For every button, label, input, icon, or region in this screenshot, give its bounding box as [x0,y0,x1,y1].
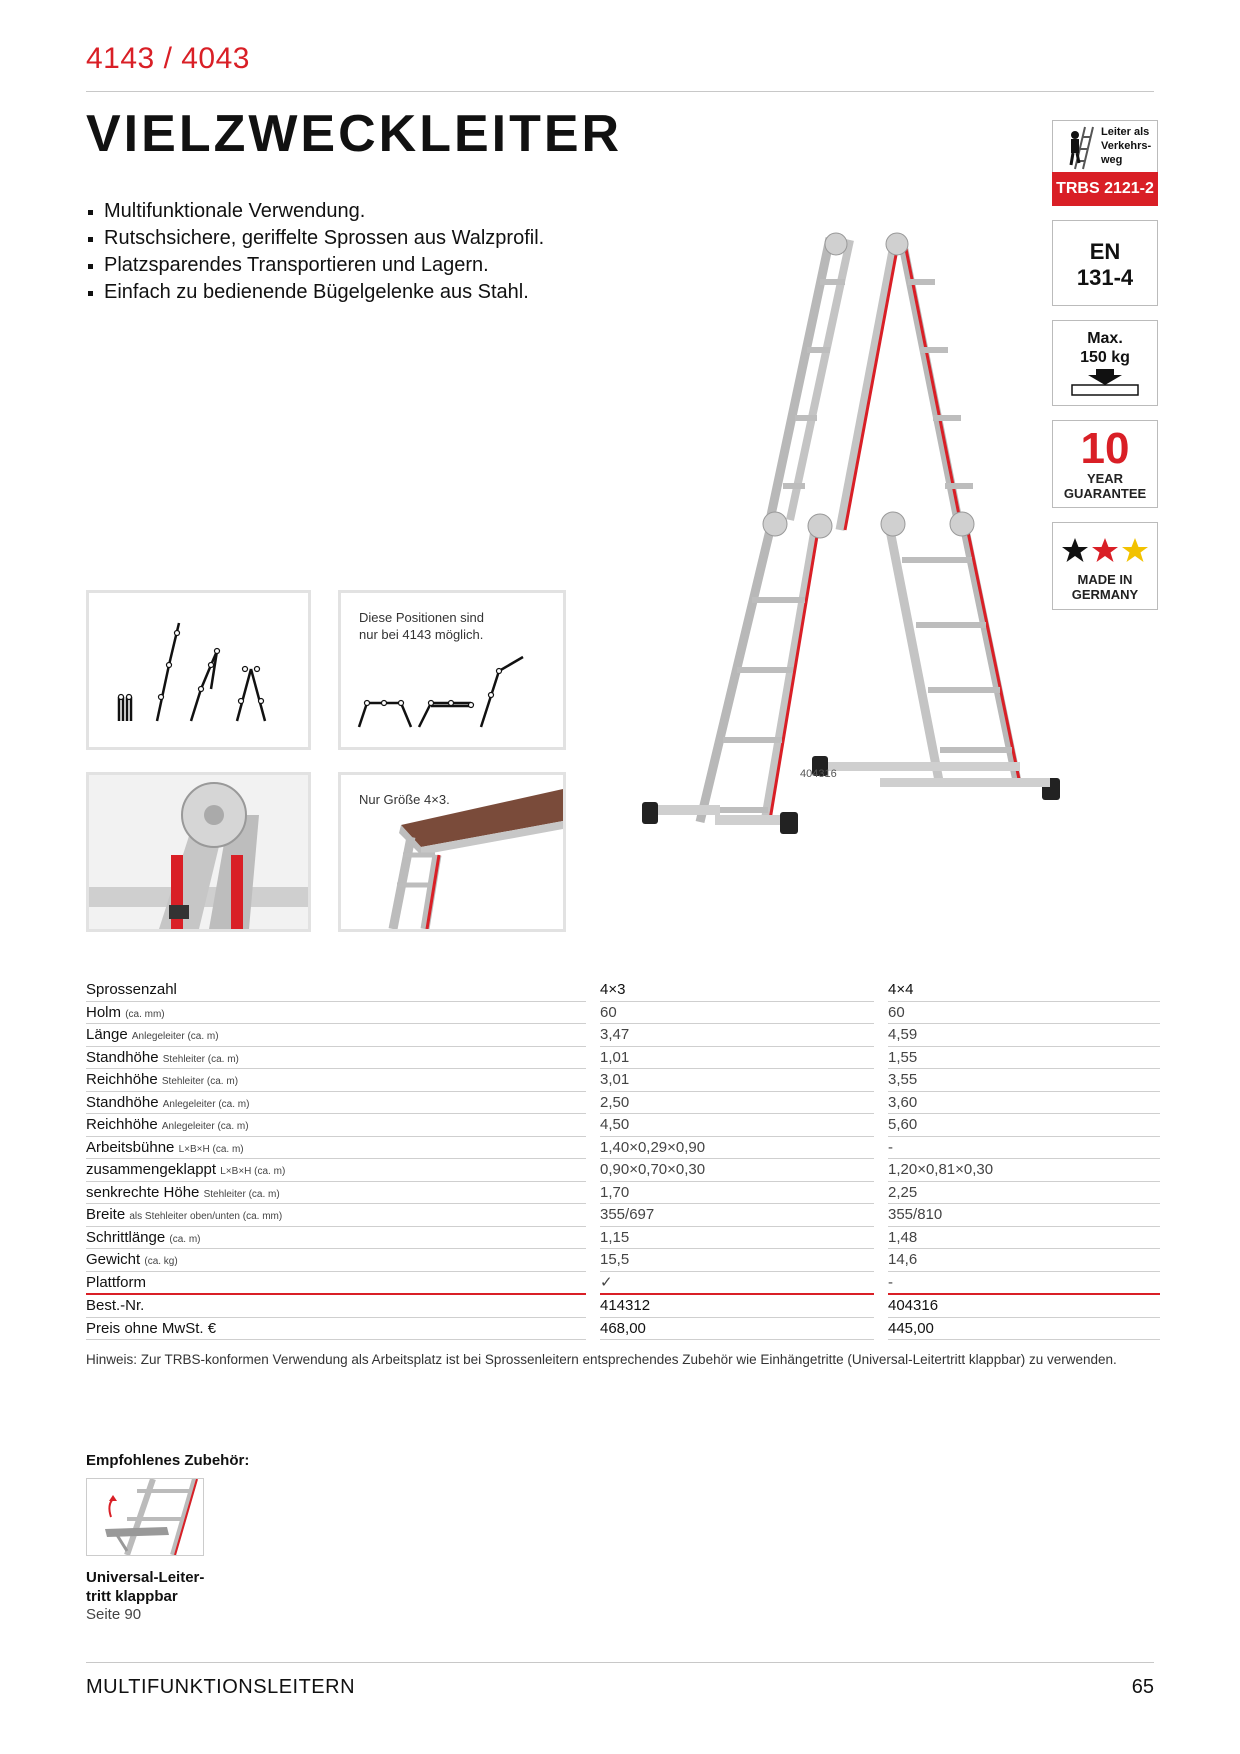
spec-label-text: zusammengeklappt [86,1161,217,1179]
badge-text: MADE IN [1077,572,1133,587]
spec-label-unit: (ca. kg) [144,1256,178,1268]
spec-label-unit: (ca. m) [169,1233,201,1245]
spec-label-unit: L×B×H (ca. m) [220,1166,286,1178]
spec-label [86,1226,586,1249]
spec-label-text: Reichhöhe [86,1071,158,1089]
spec-label-unit: als Stehleiter oben/unten (ca. mm) [129,1211,283,1223]
spec-label [86,1159,586,1182]
spec-value-4x4: 14,6 [888,1249,1160,1272]
table-row [86,1294,1160,1317]
badge-text: Max. [1087,330,1123,347]
spec-value-4x3: 3,01 [600,1069,874,1092]
feature-list [86,198,544,306]
folding-positions-thumb [86,590,311,750]
joint-closeup-photo [89,775,308,929]
spec-label-text: Plattform [86,1273,147,1291]
spec-value-4x4: 4×4 [888,979,1160,1001]
spec-label-text: senkrechte Höhe [86,1183,200,1201]
ladder-illustration [642,233,1060,834]
spec-label-unit: Anlegeleiter (ca. m) [161,1121,249,1133]
spec-value-4x3: 3,47 [600,1024,874,1047]
load-arrow-icon [1070,367,1140,397]
spec-label-unit: Anlegeleiter (ca. m) [162,1098,250,1110]
table-row [86,1136,1160,1159]
spec-label [86,1317,586,1340]
spec-value-4x3: 4×3 [600,979,874,1001]
model-number: 4143 / 4043 [86,42,250,75]
ladder-product-image [640,230,1080,840]
article-number-label: 404316 [800,768,837,780]
joint-closeup-thumb [86,772,311,932]
badge-text: 131-4 [1076,265,1134,290]
spec-label [86,1001,586,1024]
spec-label-text: Reichhöhe [86,1116,158,1134]
table-row [86,1226,1160,1249]
accessory-title-line: Universal-Leiter- [86,1569,205,1586]
spec-value-4x4: 445,00 [888,1317,1160,1340]
spec-label [86,1024,586,1047]
spec-value-4x3: 1,70 [600,1181,874,1204]
table-row [86,1091,1160,1114]
spec-value-4x3: 1,15 [600,1226,874,1249]
platform-thumb [338,772,566,932]
spec-label-text: Gewicht [86,1251,141,1269]
table-row [86,1249,1160,1272]
folding-positions-diagram [89,593,308,747]
badge-text: GUARANTEE [1063,486,1147,501]
table-row [86,1159,1160,1182]
spec-value-4x4: 1,20×0,81×0,30 [888,1159,1160,1182]
three-stars-icon [1060,535,1150,567]
spec-value-4x3: 2,50 [600,1091,874,1114]
table-row [86,1001,1160,1024]
spec-value-4x4: 1,55 [888,1046,1160,1069]
badge-text: Leiter als [1101,126,1150,138]
caption-text: nur bei 4143 möglich. [359,627,484,642]
spec-label [86,1091,586,1114]
page-title: VIELZWECKLEITER [86,105,623,163]
spec-value-4x3: 4,50 [600,1114,874,1137]
special-positions-diagram [341,593,563,747]
spec-label-unit: Stehleiter (ca. m) [162,1053,239,1065]
badge-text: EN [1089,239,1121,264]
spec-label [86,1249,586,1272]
spec-label [86,1046,586,1069]
feature-item: Multifunktionale Verwendung. [86,198,544,225]
table-row [86,1271,1160,1294]
trbs-note: Hinweis: Zur TRBS-konformen Verwendung als Arbeitsplatz ist bei Sprossenleitern entsprechendes Zubehör wie Einhängetritte (Universal-Leitertritt klappbar) zu verwenden. [86,1352,1117,1367]
spec-value-4x4: 4,59 [888,1024,1160,1047]
badge-text: Verkehrs- [1101,140,1152,152]
special-positions-thumb [338,590,566,750]
guarantee-badge [1052,420,1158,508]
spec-label [86,1181,586,1204]
spec-label [86,1136,586,1159]
spec-label-text: Sprossenzahl [86,981,177,999]
table-row [86,1046,1160,1069]
ladder-person-icon [1061,125,1097,171]
spec-value-4x3: 0,90×0,70×0,30 [600,1159,874,1182]
ladder-step-photo [87,1479,203,1555]
trbs-code-badge: TRBS 2121-2 [1052,172,1158,206]
table-row [86,1069,1160,1092]
spec-value-4x4: 60 [888,1001,1160,1024]
feature-item: Platzsparendes Transportieren und Lagern. [86,252,544,279]
spec-label-text: Breite [86,1206,126,1224]
made-in-germany-badge [1052,522,1158,610]
spec-value-4x4: 5,60 [888,1114,1160,1137]
spec-label-text: Best.-Nr. [86,1297,145,1315]
spec-value-4x4: 2,25 [888,1181,1160,1204]
spec-label [86,1204,586,1227]
spec-label-unit: Anlegeleiter (ca. m) [131,1031,219,1043]
accessory-thumb[interactable] [86,1478,204,1556]
spec-label-text: Standhöhe [86,1048,159,1066]
spec-label [86,1069,586,1092]
spec-label-text: Holm [86,1003,122,1021]
spec-label [86,979,586,1001]
en-norm-badge [1052,220,1158,306]
spec-value-4x4: 3,55 [888,1069,1160,1092]
spec-label [86,1271,586,1294]
spec-label-unit: L×B×H (ca. m) [178,1143,244,1155]
table-row [86,979,1160,1001]
spec-table [86,979,1160,1340]
accessory-title-line: tritt klappbar [86,1588,178,1605]
max-load-badge [1052,320,1158,406]
spec-value-4x4: - [888,1271,1160,1294]
badge-text: 150 kg [1080,349,1130,366]
platform-caption: Nur Größe 4×3. [359,792,450,807]
page-number: 65 [1131,1676,1154,1698]
spec-value-4x4: 404316 [888,1294,1160,1317]
feature-item: Einfach zu bedienende Bügelgelenke aus Stahl. [86,279,544,306]
guarantee-years: 10 [1080,424,1130,473]
caption-text: Diese Positionen sind [359,610,485,625]
spec-label-text: Arbeitsbühne [86,1138,175,1156]
spec-value-4x3: 468,00 [600,1317,874,1340]
spec-label [86,1294,586,1317]
table-row [86,1024,1160,1047]
table-row [86,1114,1160,1137]
spec-label-unit: Stehleiter (ca. m) [161,1076,239,1088]
spec-value-4x3: 355/697 [600,1204,874,1227]
accessory-title[interactable] [86,1568,204,1606]
spec-value-4x4: 355/810 [888,1204,1160,1227]
spec-label-text: Preis ohne MwSt. € [86,1319,217,1337]
badge-text: YEAR [1086,471,1124,486]
accessories-heading: Empfohlenes Zubehör: [86,1452,250,1469]
spec-label-unit: Stehleiter (ca. m) [203,1188,280,1200]
spec-value-4x3: 414312 [600,1294,874,1317]
spec-value-4x4: 3,60 [888,1091,1160,1114]
spec-label-text: Schrittlänge [86,1228,166,1246]
spec-label [86,1114,586,1137]
accessory-page-ref[interactable]: Seite 90 [86,1606,142,1623]
spec-label-text: Standhöhe [86,1093,159,1111]
spec-label-unit: (ca. mm) [125,1008,165,1020]
traffic-route-badge [1052,120,1158,174]
badge-text: GERMANY [1071,587,1139,602]
table-row [86,1204,1160,1227]
header-divider [86,91,1154,92]
spec-value-4x4: 1,48 [888,1226,1160,1249]
table-row [86,1317,1160,1340]
spec-value-4x3: 15,5 [600,1249,874,1272]
spec-value-4x3: 60 [600,1001,874,1024]
footer-section: MULTIFUNKTIONSLEITERN [86,1676,356,1698]
spec-value-4x3: 1,01 [600,1046,874,1069]
spec-value-4x3: ✓ [600,1271,874,1294]
traffic-route-text [1101,125,1151,167]
spec-value-4x4: - [888,1136,1160,1159]
feature-item: Rutschsichere, geriffelte Sprossen aus Walzprofil. [86,225,544,252]
spec-label-text: Länge [86,1026,128,1044]
spec-value-4x3: 1,40×0,29×0,90 [600,1136,874,1159]
table-row [86,1181,1160,1204]
badge-text: weg [1101,154,1123,166]
footer-divider [86,1662,1154,1663]
